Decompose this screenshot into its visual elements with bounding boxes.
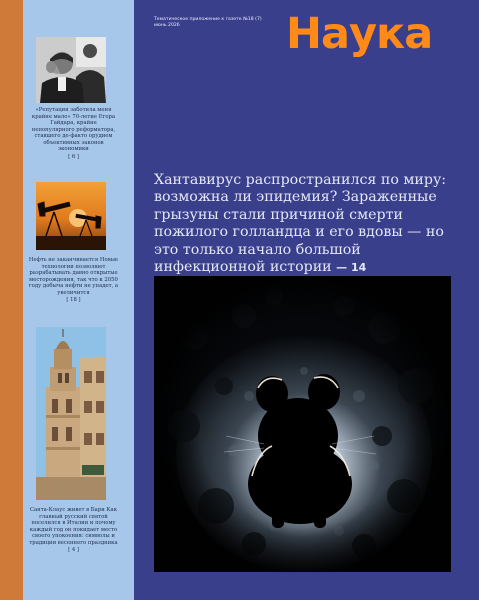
sidebar-caption-bari xyxy=(28,507,119,554)
sidebar-item-3-page: [ 4 ] xyxy=(68,547,79,553)
oil-pumps-photo xyxy=(36,182,106,250)
sidebar-item-2-text: Нефть не заканчивается Новые технологии позволяют разрабатывать давно открытые месторождения, так что к 2050 году добыча нефти не упадет, а увеличится xyxy=(28,257,119,296)
sidebar-item-2-page: [ 18 ] xyxy=(66,297,81,303)
bari-church-tower-photo xyxy=(36,327,106,500)
lead-headline-text: Хантавирус распространился по миру: возможна ли эпидемия? Зараженные грызуны стали причиной смерти пожилого голландца и его вдовы — но это только начало большой инфекционной истории xyxy=(154,172,447,276)
sidebar-item-1-text: «Репутация заботила меня крайне мало» 70-летие Егора Гайдара, крайне непопулярного реформатора, ставшего де-факто орудием объективных законов экономики xyxy=(31,107,116,152)
sidebar-item-bari[interactable] xyxy=(36,327,106,500)
sidebar-accent-stripe xyxy=(0,0,23,600)
lead-headline[interactable] xyxy=(154,172,456,276)
supplement-info xyxy=(154,17,284,28)
supplement-line-1: Тематическое приложение к газете №18 (7) xyxy=(154,17,262,22)
sidebar-caption-gaidar xyxy=(28,107,119,160)
sidebar-item-1-page: [ 6 ] xyxy=(68,153,79,160)
sidebar-caption-oil xyxy=(28,257,119,304)
gaidar-photo xyxy=(36,37,106,103)
sidebar-item-gaidar[interactable] xyxy=(36,37,106,103)
sidebar-item-3-text: Санта-Клаус живет в Бари Как главный русский святой поселился в Италии и почему каждый год он покидает место своего упокоения: символы и традиции весеннего праздника xyxy=(29,507,118,546)
lead-page-ref: — 14 xyxy=(336,261,367,275)
sidebar-item-oil[interactable] xyxy=(36,182,106,250)
brand-logo: Наука xyxy=(286,9,433,59)
mouse-cover-photo[interactable] xyxy=(154,276,451,572)
supplement-line-2: июнь 2026 xyxy=(154,22,180,28)
